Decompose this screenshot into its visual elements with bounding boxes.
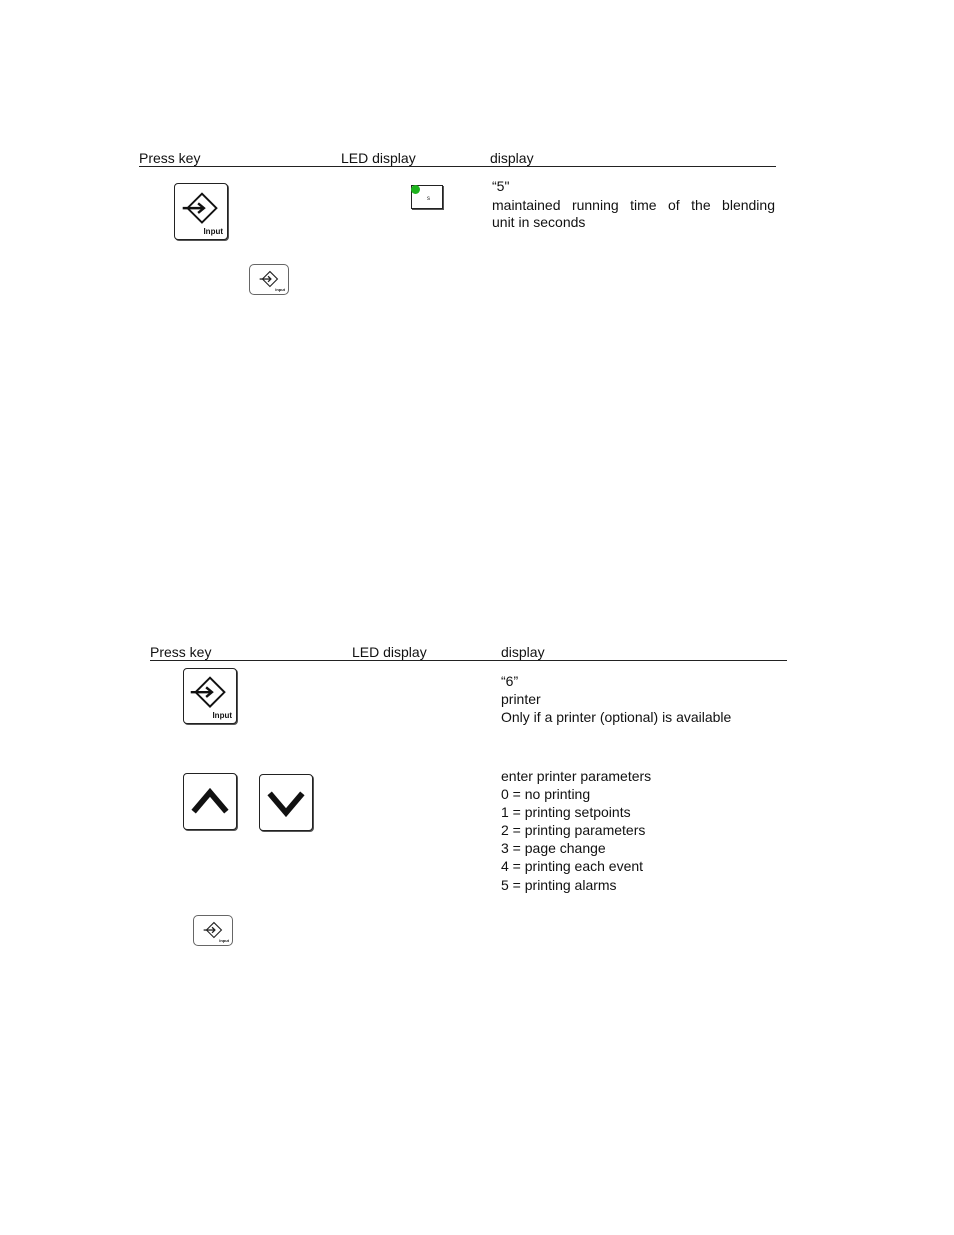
input-key-button[interactable] <box>174 183 228 240</box>
header-press-key: Press key <box>139 150 201 166</box>
up-key-button[interactable] <box>183 773 237 830</box>
input-key-label: Input <box>203 227 223 236</box>
description-line-2: unit in seconds <box>492 214 586 230</box>
arrow-down-icon <box>260 775 312 830</box>
input-key-small-label: Input <box>219 938 229 943</box>
code-6: “6” <box>501 673 519 689</box>
option-1: 1 = printing setpoints <box>501 804 631 820</box>
header-rule <box>139 166 776 167</box>
option-3: 3 = page change <box>501 840 606 856</box>
code-5: “5" <box>492 178 510 194</box>
header-display: display <box>501 644 545 660</box>
option-5: 5 = printing alarms <box>501 877 617 893</box>
arrow-up-icon <box>184 774 236 829</box>
header-rule <box>150 660 787 661</box>
input-key-small-button[interactable] <box>193 915 233 946</box>
led-indicator-seconds <box>411 185 443 209</box>
params-title: enter printer parameters <box>501 768 652 784</box>
led-label: s <box>427 196 430 202</box>
parameter-note: Only if a printer (optional) is available <box>501 709 732 725</box>
input-key-small-button[interactable] <box>249 264 289 295</box>
down-key-button[interactable] <box>259 774 313 831</box>
input-key-label: Input <box>212 711 232 720</box>
header-press-key: Press key <box>150 644 212 660</box>
header-led-display: LED display <box>341 150 416 166</box>
input-key-button[interactable] <box>183 668 237 724</box>
option-2: 2 = printing parameters <box>501 822 646 838</box>
header-display: display <box>490 150 534 166</box>
option-4: 4 = printing each event <box>501 858 644 874</box>
parameter-name: printer <box>501 691 541 707</box>
led-green-dot <box>411 185 420 194</box>
option-0: 0 = no printing <box>501 786 591 802</box>
header-led-display: LED display <box>352 644 427 660</box>
input-key-small-label: Input <box>275 287 285 292</box>
description-line-1: maintained running time of the blending <box>492 197 775 213</box>
